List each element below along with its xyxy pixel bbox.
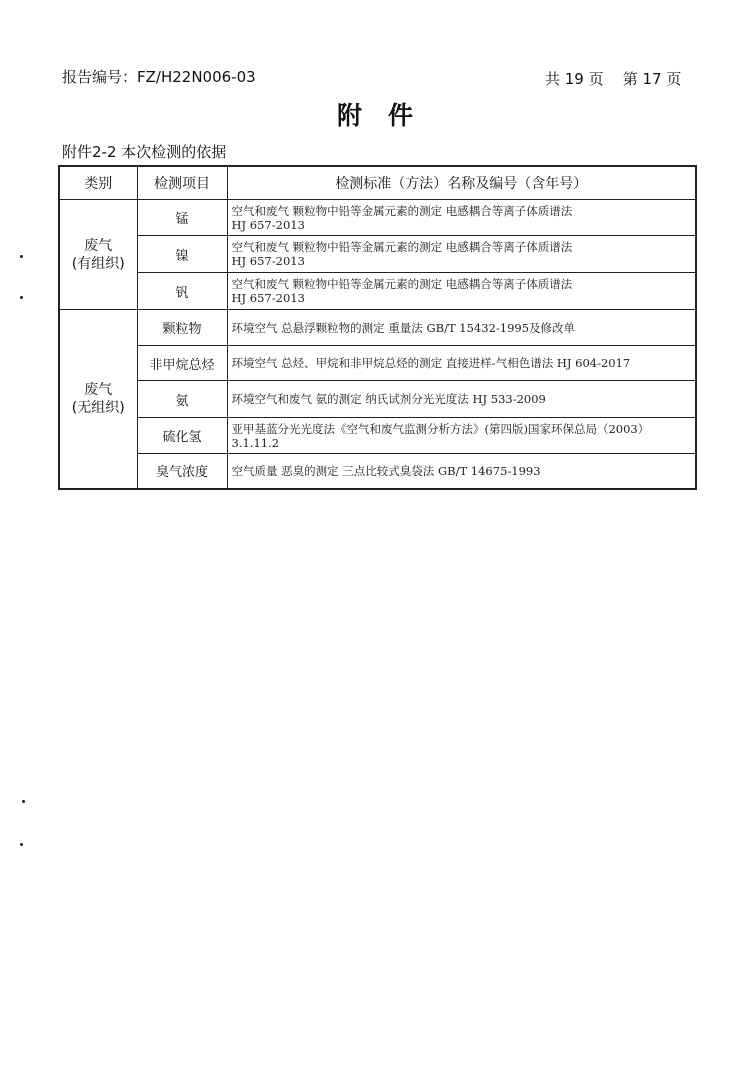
- document-title: 附件: [336, 101, 439, 130]
- standard-line: 空气和废气 颗粒物中铅等金属元素的测定 电感耦合等离子体质谱法: [231, 277, 573, 291]
- table-row: [59, 381, 696, 418]
- report-number: 报告编号：FZ/H22N006-03: [62, 68, 256, 86]
- item-cell: 硫化氢: [137, 418, 227, 454]
- standard-line: 空气质量 恶臭的测定 三点比较式臭袋法 GB/T 14675-1993: [231, 463, 541, 478]
- standard-cell: [227, 273, 696, 310]
- item-cell: 臭气浓度: [137, 454, 227, 489]
- standard-line: 环境空气和废气 氨的测定 纳氏试剂分光光度法 HJ 533-2009: [231, 392, 546, 406]
- standard-cell: [227, 454, 696, 489]
- table-row: [59, 273, 696, 310]
- standard-cell: [227, 200, 696, 236]
- standard-line: 亚甲基蓝分光光度法《空气和废气监测分析方法》(第四版)国家环保总局（2003）: [231, 421, 650, 436]
- item-cell: 锰: [137, 200, 227, 236]
- table-row: [59, 236, 696, 273]
- page-indicator: 共 19 页 第 17 页: [545, 70, 682, 88]
- category-cell: [59, 310, 137, 489]
- category-name: 废气: [84, 237, 113, 254]
- table-row: [59, 346, 696, 381]
- standard-line: 3.1.11.2: [231, 435, 280, 450]
- detection-basis-table: [58, 165, 697, 490]
- category-cell: [59, 200, 137, 310]
- header-standard: 检测标准（方法）名称及编号（含年号）: [227, 166, 696, 200]
- table-row: [59, 454, 696, 489]
- standard-line: HJ 657-2013: [231, 254, 305, 268]
- section-title: 附件2-2 本次检测的依据: [62, 143, 227, 161]
- standard-line: 环境空气 总悬浮颗粒物的测定 重量法 GB/T 15432-1995及修改单: [231, 320, 576, 335]
- standard-cell: [227, 418, 696, 454]
- table-row: [59, 310, 696, 346]
- standard-cell: [227, 381, 696, 418]
- standard-line: HJ 657-2013: [231, 217, 305, 232]
- standard-cell: [227, 310, 696, 346]
- standard-line: 空气和废气 颗粒物中铅等金属元素的测定 电感耦合等离子体质谱法: [231, 240, 573, 254]
- table-row: [59, 418, 696, 454]
- header-category: 类别: [59, 166, 137, 200]
- standard-line: HJ 657-2013: [231, 291, 305, 305]
- header-item: 检测项目: [137, 166, 227, 200]
- item-cell: 氨: [137, 381, 227, 418]
- standard-line: 环境空气 总烃、甲烷和非甲烷总烃的测定 直接进样-气相色谱法 HJ 604-2017: [231, 356, 631, 370]
- binding-hole-mark: [20, 296, 23, 299]
- table-row: [59, 200, 696, 236]
- item-cell: 镍: [137, 236, 227, 273]
- binding-hole-mark: [22, 800, 25, 803]
- item-cell: 颗粒物: [137, 310, 227, 346]
- category-qualifier: (无组织): [71, 399, 125, 416]
- table-header-row: [59, 166, 696, 200]
- standard-line: 空气和废气 颗粒物中铅等金属元素的测定 电感耦合等离子体质谱法: [231, 203, 573, 218]
- standard-cell: [227, 236, 696, 273]
- binding-hole-mark: [20, 255, 23, 258]
- standard-cell: [227, 346, 696, 381]
- category-name: 废气: [84, 381, 113, 398]
- category-qualifier: (有组织): [71, 255, 125, 272]
- item-cell: 非甲烷总烃: [137, 346, 227, 381]
- item-cell: 钒: [137, 273, 227, 310]
- binding-hole-mark: [20, 843, 23, 846]
